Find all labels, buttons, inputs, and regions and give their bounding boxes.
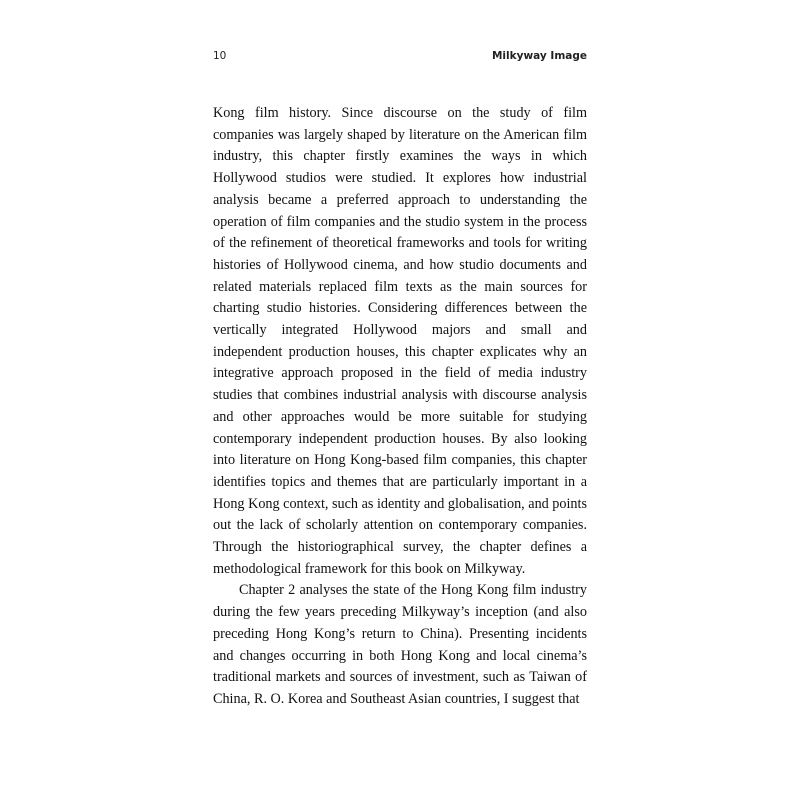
paragraph-continuation: Kong film history. Since discourse on the study of film companies was largely shaped by literature on the American film industry, this chapter firstly examines the ways in which Hollywood studios were studied. It explores how industrial analysis became a preferred approach to understanding the operation of film companies and the studio system in the process of the refinement of theoretical frameworks and tools for writing histories of Hollywood cinema, and how studio documents and related materials replaced film texts as the main sources for charting studio histories. Considering differences between the vertically integrated Hollywood majors and small and independent production houses, this chapter explicates why an integrative approach proposed in the field of media industry studies that combines industrial analysis with discourse analysis and other approaches would be more suitable for studying contemporary independent production houses. By also looking into literature on Hong Kong-based film companies, this chapter identifies topics and themes that are particularly important in a Hong Kong context, such as identity and globalisation, and points out the lack of scholarly attention on contemporary companies. Through the historiographical survey, the chapter defines a methodological framework for this book on Milkyway.: [213, 105, 587, 577]
paragraph-chapter-2: Chapter 2 analyses the state of the Hong Kong film industry during the few years preceding Milkyway’s inception (and also preceding Hong Kong’s return to China). Presenting incidents and changes occurring in both Hong Kong and local cinema’s traditional markets and sources of investment, such as Taiwan of China, R. O. Korea and Southeast Asian countries, I suggest that: [213, 582, 587, 707]
page-header: [213, 50, 587, 68]
body-text: [213, 103, 587, 711]
page-number: 10: [213, 50, 227, 62]
running-head: Milkyway Image: [491, 50, 587, 62]
